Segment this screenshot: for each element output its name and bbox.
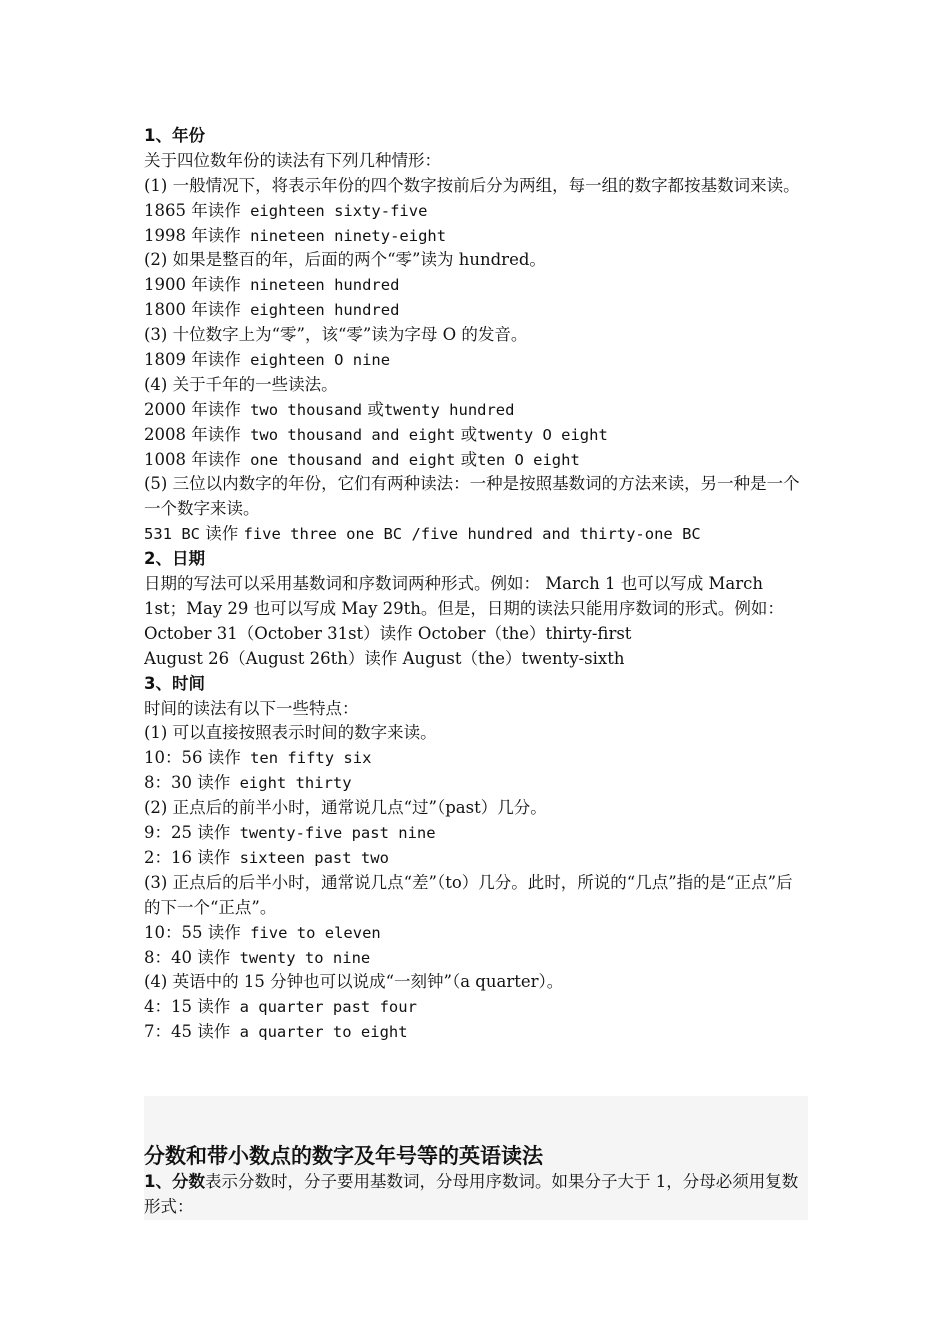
paragraph: 关于四位数年份的读法有下列几种情形： — [144, 150, 441, 170]
paragraph: 1、分数表示分数时，分子要用基数词，分母用序数词。如果分子大于 1，分母必须用复数形式： — [144, 1172, 799, 1216]
example-line: 10：56 读作 ten fifty six — [144, 748, 372, 768]
example-line: October 31（October 31st）读作 October（the）thirty-first — [144, 623, 632, 643]
example-line: 8：30 读作 eight thirty — [144, 773, 352, 793]
paragraph: (5) 三位以内数字的年份，它们有两种读法：一种是按照基数词的方法来读，另一种是一个一个数字来读。 — [144, 474, 800, 519]
example-line: 1998 年读作 nineteen ninety-eight — [144, 225, 447, 245]
example-line: 2008 年读作 two thousand and eight 或twenty O eight — [144, 424, 608, 444]
example-line: 1900 年读作 nineteen hundred — [144, 275, 400, 295]
paragraph: (1) 一般情况下，将表示年份的四个数字按前后分为两组，每一组的数字都按基数词来读。 — [144, 175, 800, 195]
paragraph: (3) 正点后的后半小时，通常说几点“差”（to）几分。此时，所说的“几点”指的是“正点”后的下一个“正点”。 — [144, 872, 793, 917]
paragraph: (4) 关于千年的一些读法。 — [144, 374, 338, 394]
example-line: 1008 年读作 one thousand and eight 或ten O eight — [144, 449, 580, 469]
section-heading-time: 3、时间 — [144, 673, 205, 693]
section-heading-year: 1、年份 — [144, 126, 205, 145]
example-line: 7：45 读作 a quarter to eight — [144, 1022, 408, 1042]
document-body — [144, 124, 808, 1045]
example-line: 4：15 读作 a quarter past four — [144, 997, 417, 1017]
paragraph: (1) 可以直接按照表示时间的数字来读。 — [144, 723, 437, 743]
example-line: 1800 年读作 eighteen hundred — [144, 300, 400, 320]
example-line: 1809 年读作 eighteen O nine — [144, 350, 391, 370]
example-line: 9：25 读作 twenty-five past nine — [144, 823, 436, 843]
example-line: 2：16 读作 sixteen past two — [144, 847, 389, 867]
paragraph: (3) 十位数字上为“零”，该“零”读为字母 O 的发音。 — [144, 325, 528, 345]
example-line: August 26（August 26th）读作 August（the）twenty-sixth — [144, 648, 625, 668]
paragraph: (4) 英语中的 15 分钟也可以说成“一刻钟”（a quarter）。 — [144, 972, 564, 992]
example-line: 10：55 读作 five to eleven — [144, 922, 381, 942]
paragraph: 时间的读法有以下一些特点： — [144, 698, 359, 718]
article-title: 分数和带小数点的数字及年号等的英语读法 — [144, 1144, 543, 1168]
paragraph: (2) 如果是整百的年，后面的两个“零”读为 hundred。 — [144, 250, 546, 270]
example-line: 8：40 读作 twenty to nine — [144, 947, 371, 967]
example-line: 2000 年读作 two thousand 或twenty hundred — [144, 399, 515, 419]
paragraph: 日期的写法可以采用基数词和序数词两种形式。例如： March 1 也可以写成 March 1st；May 29 也可以写成 May 29th。但是，日期的读法只能用序数词的形式。例如： — [144, 574, 784, 618]
section-heading-date: 2、日期 — [144, 549, 205, 569]
example-line: 531 BC 读作 five three one BC /five hundred and thirty-one BC — [144, 524, 701, 544]
example-line: 1865 年读作 eighteen sixty-five — [144, 200, 428, 220]
paragraph: (2) 正点后的前半小时，通常说几点“过”（past）几分。 — [144, 798, 547, 818]
